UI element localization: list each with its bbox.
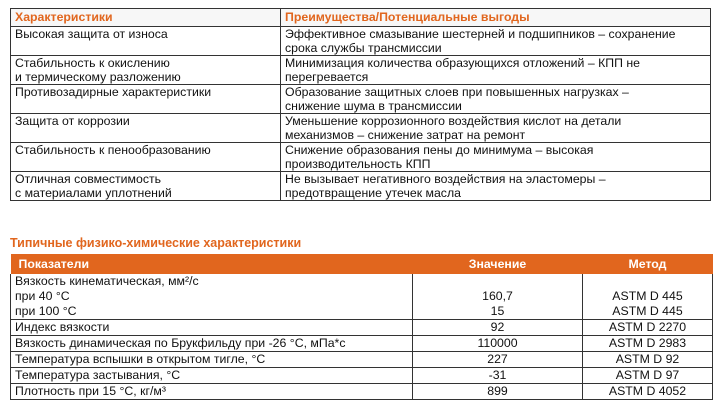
feature-text: Стабильность к пенообразованию [15, 143, 211, 157]
parameter-name: при 40 °С [15, 289, 70, 303]
benefit-text: Не вызывает негативного воздействия на эластомеры – [285, 172, 606, 186]
features-header-benefits: Преимущества/Потенциальные выгоды [281, 9, 711, 27]
features-header-row [11, 9, 711, 27]
feature-text: Высокая защита от износа [15, 27, 168, 41]
parameter-name: Индекс вязкости [11, 320, 413, 336]
feature-cell [11, 172, 281, 201]
benefit-text: механизмов – снижение затрат на ремонт [285, 128, 526, 142]
benefit-cell [281, 85, 711, 114]
table-row [11, 336, 713, 352]
value-cell: 227 [413, 352, 583, 368]
benefit-text: Образование защитных слоев при повышенных нагрузках – [285, 85, 629, 99]
feature-text: с материалами уплотнений [15, 186, 172, 200]
feature-text: Противозадирные характеристики [15, 85, 212, 99]
table-row [11, 143, 711, 172]
table-row [11, 114, 711, 143]
value-text [417, 274, 578, 289]
header-value: Значение [413, 254, 583, 274]
method-cell [583, 274, 713, 320]
method-text: ASTM D 445 [612, 304, 683, 318]
method-text [587, 274, 708, 289]
feature-cell [11, 143, 281, 172]
table-row [11, 384, 713, 400]
value-text: 160,7 [482, 289, 513, 303]
features-header-characteristics: Характеристики [11, 9, 281, 27]
table-row [11, 85, 711, 114]
method-cell: ASTM D 4052 [583, 384, 713, 400]
benefit-text: снижение шума в трансмиссии [285, 99, 462, 113]
method-cell: ASTM D 92 [583, 352, 713, 368]
parameter-cell [11, 274, 413, 320]
table-row [11, 56, 711, 85]
feature-text: Защита от коррозии [15, 114, 130, 128]
table-row [11, 352, 713, 368]
benefit-text: Снижение образования пены до минимума – высокая [285, 143, 594, 157]
table-row [11, 27, 711, 56]
header-parameters: Показатели [11, 254, 413, 274]
feature-cell [11, 85, 281, 114]
feature-text: Стабильность к окислению [15, 56, 170, 70]
feature-text: Отличная совместимость [15, 172, 162, 186]
benefit-text: Эффективное смазывание шестерней и подшипников – сохранение [285, 27, 676, 41]
table-row [11, 320, 713, 336]
method-text: ASTM D 445 [612, 289, 683, 303]
parameter-name: Температура вспышки в открытом тигле, °С [11, 352, 413, 368]
parameter-name: Плотность при 15 °С, кг/м³ [11, 384, 413, 400]
benefit-cell [281, 56, 711, 85]
benefit-cell [281, 143, 711, 172]
feature-cell [11, 56, 281, 85]
benefit-cell [281, 172, 711, 201]
table-row [11, 368, 713, 384]
benefit-text: Уменьшение коррозионного воздействия кислот на детали [285, 114, 622, 128]
table-row [11, 172, 711, 201]
parameter-name: Вязкость кинематическая, мм²/с [15, 274, 199, 288]
parameter-name: при 100 °С [15, 304, 77, 318]
header-method: Метод [583, 254, 713, 274]
value-text: 15 [490, 304, 505, 318]
value-cell: 92 [413, 320, 583, 336]
method-cell: ASTM D 2983 [583, 336, 713, 352]
parameter-name: Вязкость динамическая по Брукфильду при -26 °С, мПа*с [11, 336, 413, 352]
feature-text: и термическому разложению [15, 70, 181, 84]
benefit-text: перегревается [285, 70, 369, 84]
value-cell: 110000 [413, 336, 583, 352]
feature-cell [11, 114, 281, 143]
benefit-cell [281, 114, 711, 143]
value-cell: 899 [413, 384, 583, 400]
properties-table [10, 254, 713, 400]
benefit-text: срока службы трансмиссии [285, 41, 442, 55]
value-cell: -31 [413, 368, 583, 384]
benefit-text: предотвращение утечек масла [285, 186, 461, 200]
table-row [11, 274, 713, 320]
benefit-cell [281, 27, 711, 56]
method-cell: ASTM D 97 [583, 368, 713, 384]
feature-cell [11, 27, 281, 56]
section-title: Типичные физико-химические характеристики [10, 236, 302, 250]
benefit-text: Минимизация количества образующихся отложений – КПП не [285, 56, 640, 70]
benefit-text: производительность КПП [285, 157, 431, 171]
features-table [10, 8, 711, 201]
value-cell [413, 274, 583, 320]
method-cell: ASTM D 2270 [583, 320, 713, 336]
parameter-name: Температура застывания, °С [11, 368, 413, 384]
properties-header-row [11, 254, 713, 274]
